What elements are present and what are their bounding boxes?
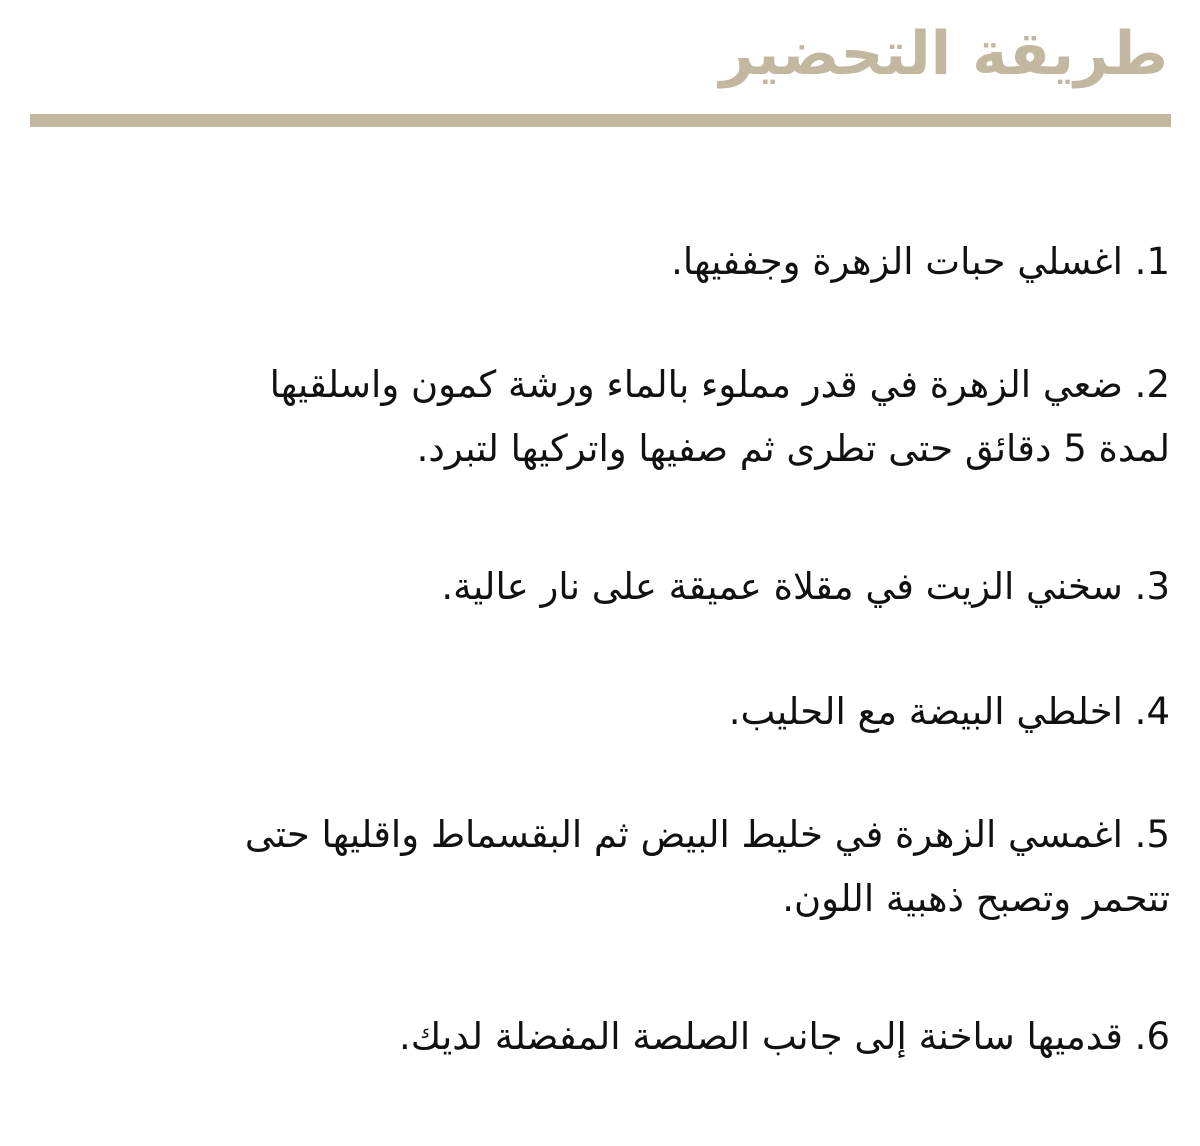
step-1-line-1: 1. اغسلي حبات الزهرة وجففيها.	[671, 240, 1170, 283]
step-3	[60, 555, 1170, 619]
step-2	[60, 353, 1170, 481]
title-divider	[30, 114, 1171, 127]
step-2-line-1: 2. ضعي الزهرة في قدر مملوء بالماء ورشة كمون واسلقيها	[269, 363, 1170, 406]
step-4-line-1: 4. اخلطي البيضة مع الحليب.	[728, 690, 1170, 733]
step-3-line-1: 3. سخني الزيت في مقلاة عميقة على نار عالية.	[441, 565, 1170, 608]
step-1	[60, 230, 1170, 294]
step-5-line-1: 5. اغمسي الزهرة في خليط البيض ثم البقسماط واقليها حتى	[244, 813, 1170, 856]
step-2-line-2: لمدة 5 دقائق حتى تطرى ثم صفيها واتركيها لتبرد.	[416, 427, 1170, 470]
step-6-line-1: 6. قدميها ساخنة إلى جانب الصلصة المفضلة لديك.	[399, 1015, 1170, 1058]
section-title: طريقة التحضير	[719, 19, 1168, 89]
step-5	[60, 803, 1170, 931]
step-6	[60, 1005, 1170, 1069]
step-4	[60, 680, 1170, 744]
step-5-line-2: تتحمر وتصبح ذهبية اللون.	[782, 877, 1170, 920]
